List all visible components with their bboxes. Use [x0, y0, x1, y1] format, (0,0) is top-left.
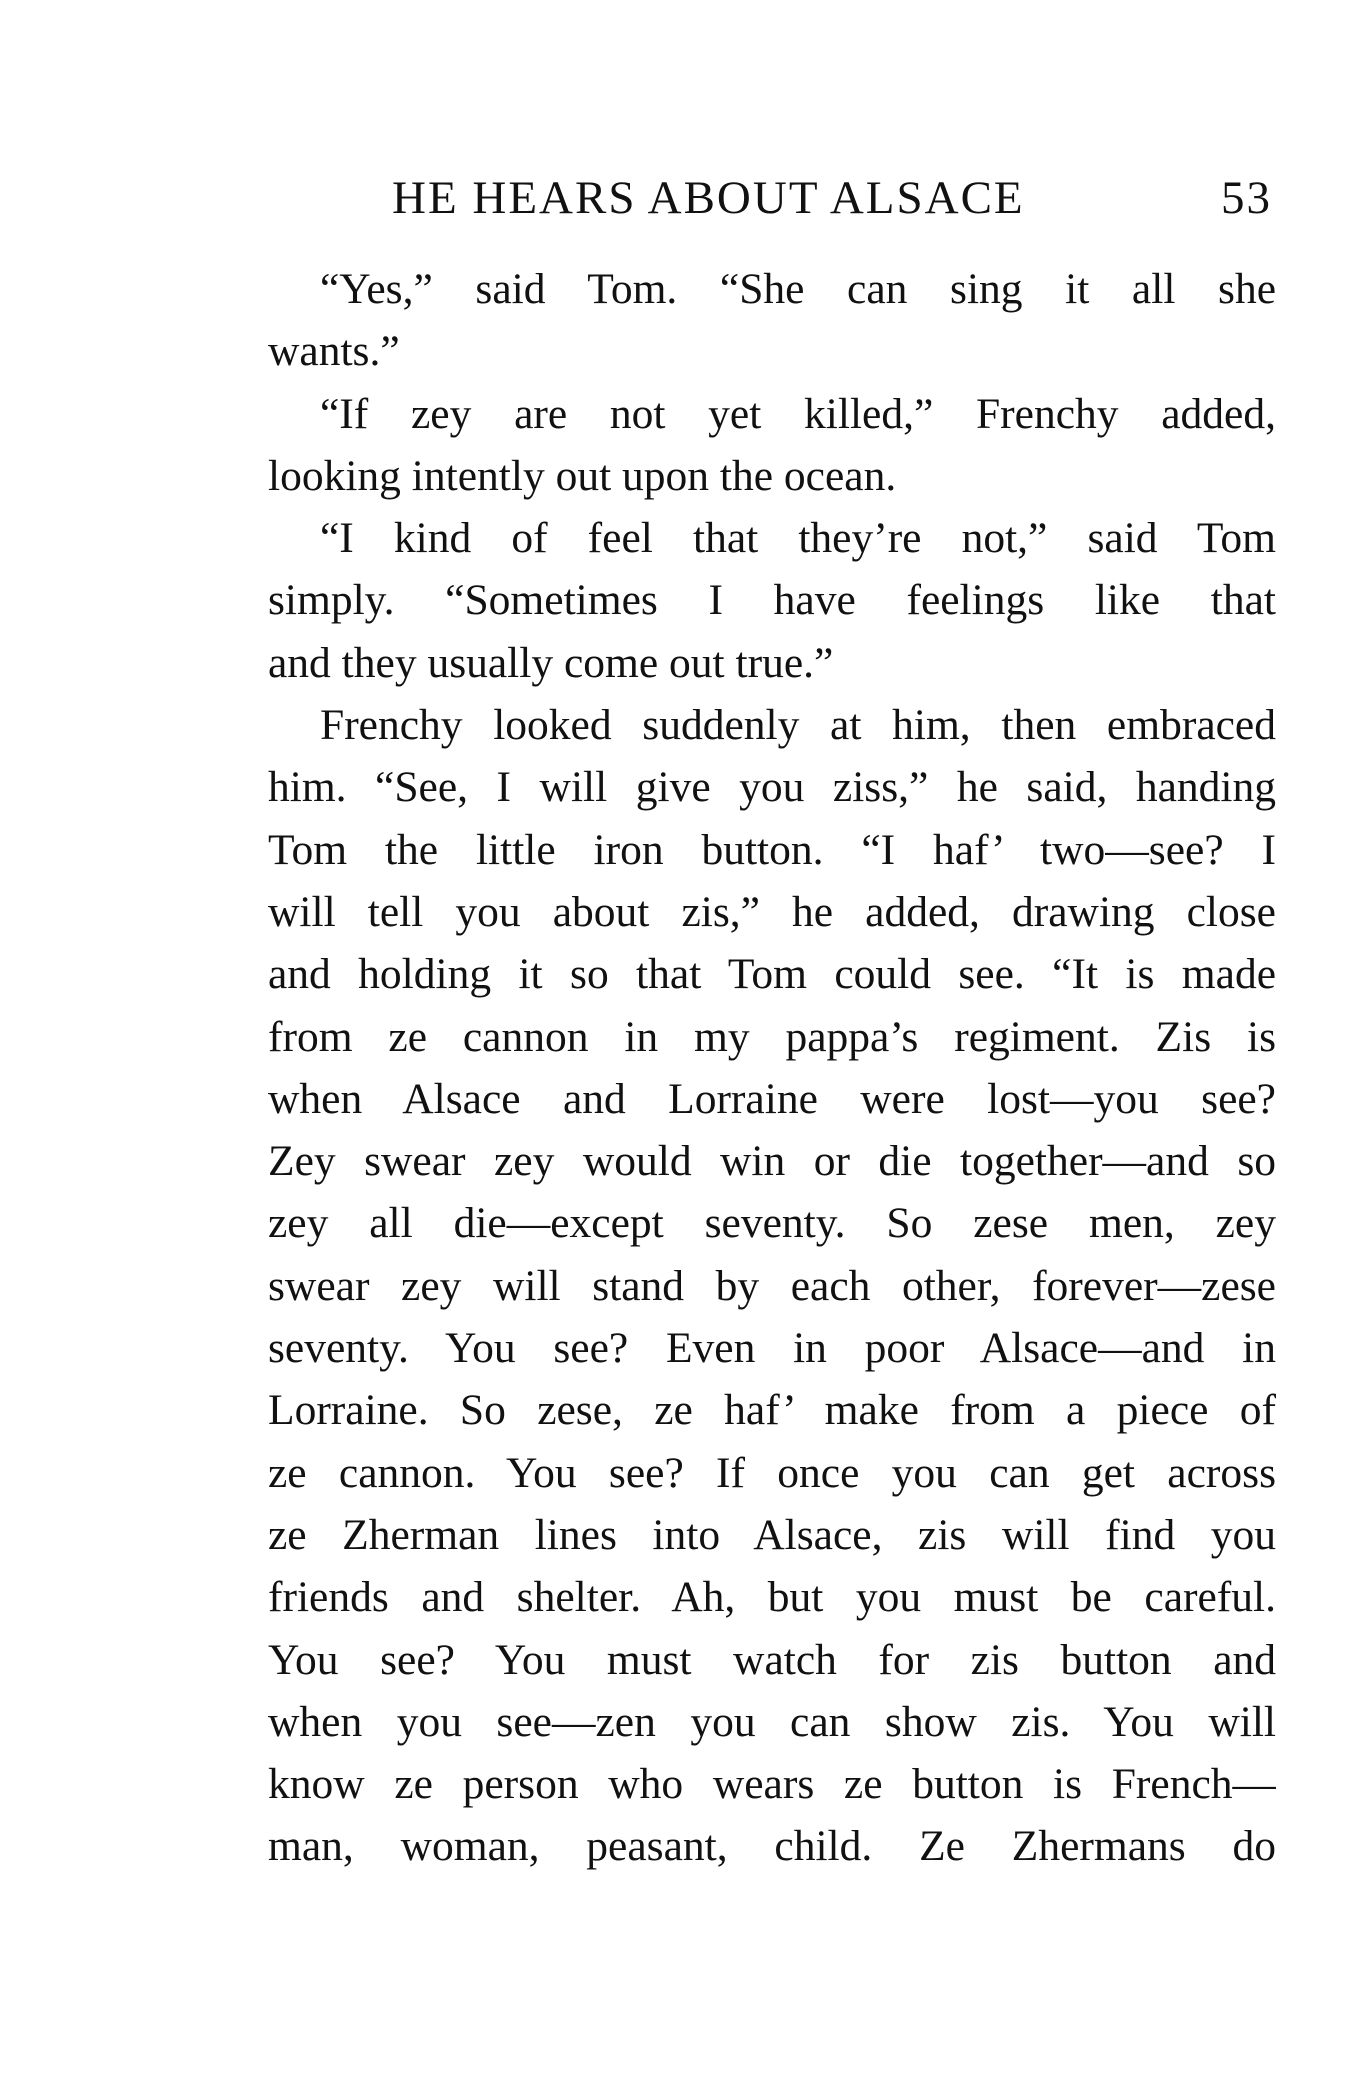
text-line: man, woman, peasant, child. Ze Zhermans do — [268, 1822, 1276, 1871]
text-line: Tom the little iron button. “I haf’ two—see? I — [268, 825, 1276, 874]
text-line: him. “See, I will give you ziss,” he said, handing — [268, 763, 1276, 812]
page-number: 53 — [1221, 172, 1272, 224]
text-line: swear zey will stand by each other, forever—zese — [268, 1261, 1276, 1310]
text-line: and holding it so that Tom could see. “It is made — [268, 950, 1276, 999]
text-line: “If zey are not yet killed,” Frenchy added, — [320, 389, 1276, 438]
text-line: “I kind of feel that they’re not,” said Tom — [320, 514, 1276, 563]
text-line: know ze person who wears ze button is French— — [268, 1760, 1276, 1809]
text-line: Frenchy looked suddenly at him, then embraced — [320, 701, 1276, 750]
text-line: from ze cannon in my pappa’s regiment. Zis is — [268, 1012, 1276, 1061]
text-line: when you see—zen you can show zis. You will — [268, 1697, 1276, 1746]
text-line: will tell you about zis,” he added, drawing close — [268, 887, 1276, 936]
text-line: seventy. You see? Even in poor Alsace—and in — [268, 1324, 1276, 1373]
text-line: ze cannon. You see? If once you can get across — [268, 1448, 1276, 1497]
chapter-title: HE HEARS ABOUT ALSACE — [392, 172, 1025, 224]
text-line: wants.” — [268, 327, 400, 376]
text-line: and they usually come out true.” — [268, 638, 834, 687]
text-line: zey all die—except seventy. So zese men, zey — [268, 1199, 1276, 1248]
text-line: looking intently out upon the ocean. — [268, 451, 897, 500]
text-line: Zey swear zey would win or die together—and so — [268, 1137, 1276, 1186]
text-line: when Alsace and Lorraine were lost—you see? — [268, 1074, 1276, 1123]
text-line: friends and shelter. Ah, but you must be careful. — [268, 1573, 1276, 1622]
text-line: You see? You must watch for zis button and — [268, 1635, 1276, 1684]
text-line: “Yes,” said Tom. “She can sing it all she — [320, 265, 1276, 313]
text-line: ze Zherman lines into Alsace, zis will find you — [268, 1510, 1276, 1559]
body-text — [268, 258, 1276, 1878]
running-head — [392, 168, 1272, 228]
text-line: Lorraine. So zese, ze haf’ make from a piece of — [268, 1386, 1276, 1435]
text-line: simply. “Sometimes I have feelings like that — [268, 576, 1276, 625]
